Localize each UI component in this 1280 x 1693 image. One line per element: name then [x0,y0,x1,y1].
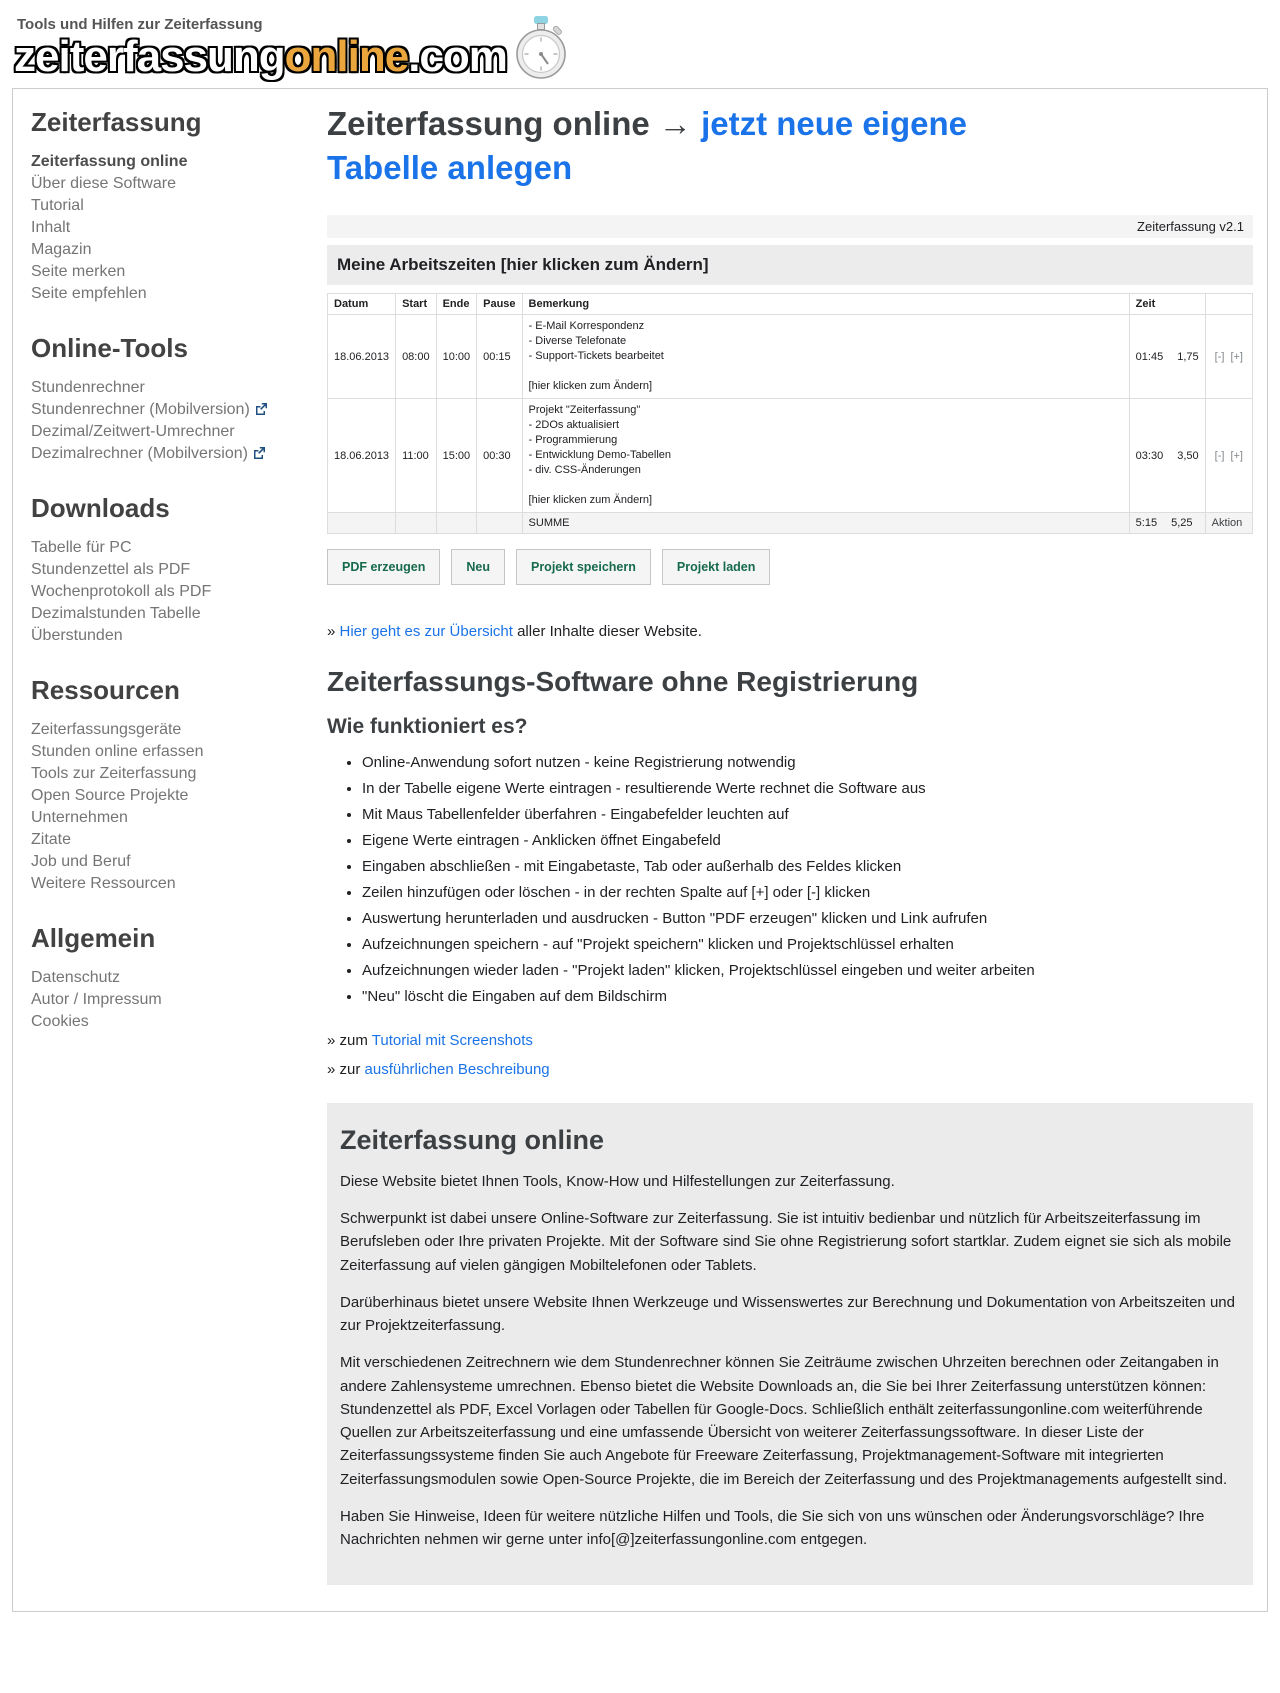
sidebar-item-zitate[interactable]: Zitate [31,831,72,849]
bemerkung-line: - Entwicklung Demo-Tabellen [528,449,671,462]
page-title [327,102,1027,189]
summe-empty-cell [328,513,396,534]
page-container [12,88,1268,1612]
cell-start[interactable]: 08:00 [396,315,437,399]
zeit-hhmm: 01:45 [1135,350,1164,363]
cell-aktion [1205,399,1252,513]
bemerkung-line: - Support-Tickets bearbeitet [528,350,664,363]
sidebar-section-title-online-tools: Online-Tools [31,333,188,364]
app-button-row [327,549,1253,585]
sidebar-item-zeiterfassungsgeräte[interactable]: Zeiterfassungsgeräte [31,721,182,739]
bemerkung-line: - Programmierung [528,434,618,447]
app-version-label: Zeiterfassung v2.1 [327,215,1253,238]
table-row [328,315,1253,399]
sidebar-section-title-allgemein: Allgemein [31,923,156,954]
bemerkung-line [529,364,1123,379]
aktion-label: Aktion [1205,513,1252,534]
zeit-decimal: 3,50 [1177,449,1199,462]
sidebar-item-job-und-beruf[interactable]: Job und Beruf [31,853,131,871]
new-table-link[interactable]: jetzt neue eigene Tabelle anlegen [327,105,967,186]
sidebar-item-wochenprotokoll-als-pdf[interactable]: Wochenprotokoll als PDF [31,583,212,601]
sidebar-section-title-zeiterfassung: Zeiterfassung [31,107,202,138]
overview-suffix: aller Inhalte dieser Website. [512,623,702,641]
sidebar-section-title-ressourcen: Ressourcen [31,675,180,706]
cell-pause[interactable]: 00:15 [477,315,522,399]
section-title: Zeiterfassungs-Software ohne Registrierung [327,666,919,698]
sidebar [13,89,309,1063]
feature-item: • Zeilen hinzufügen oder löschen - in der rechten Spalte auf [+] oder [-] klicken [362,884,1253,902]
more-link-prefix: » zur [327,1061,365,1079]
sidebar-item-stundenrechner[interactable]: Stundenrechner [31,379,145,397]
pdf-erzeugen-button[interactable]: PDF erzeugen [327,549,440,585]
sidebar-item-tools-zur-zeiterfassung[interactable]: Tools zur Zeiterfassung [31,765,197,783]
external-link-icon [255,399,267,421]
feature-item: • Eingaben abschließen - mit Eingabetaste, Tab oder außerhalb des Feldes klicken [362,858,1253,876]
row-remove-link[interactable]: [-] [1214,449,1225,462]
zeit-decimal: 1,75 [1177,350,1199,363]
cell-aktion [1205,315,1252,399]
projekt-speichern-button[interactable]: Projekt speichern [516,549,651,585]
summe-zeit [1129,513,1205,534]
site-header [0,0,1280,88]
cell-zeit [1129,315,1205,399]
sidebar-item-open-source-projekte[interactable]: Open Source Projekte [31,787,189,805]
column-header-datum: Datum [328,294,396,315]
cell-datum[interactable]: 18.06.2013 [328,315,396,399]
subsection-title: Wie funktioniert es? [327,715,528,739]
sidebar-item-stundenrechner-mobilversion[interactable]: Stundenrechner (Mobilversion) [31,399,293,421]
feature-item: • Eigene Werte eintragen - Anklicken öffnet Eingabefeld [362,832,1253,850]
feature-item: • Auswertung herunterladen und ausdrucken - Button "PDF erzeugen" klicken und Link aufrufen [362,910,1253,928]
column-header-aktion [1205,294,1252,315]
sidebar-item-cookies[interactable]: Cookies [31,1013,89,1031]
sidebar-item-tutorial[interactable]: Tutorial [31,197,84,215]
bemerkung-line: - 2DOs aktualisiert [528,419,620,432]
sidebar-item-magazin[interactable]: Magazin [31,241,92,259]
stopwatch-icon [515,16,567,80]
sidebar-item-stunden-online-erfassen[interactable]: Stunden online erfassen [31,743,204,761]
infobox-paragraph: Haben Sie Hinweise, Ideen für weitere nützliche Hilfen und Tools, die Sie sich von uns wünschen oder Änderungsvorschläge? Ihre Nachrichten nehmen wir gerne unter info[@]zeiterfassungonline.com entgegen. [340,1507,1205,1549]
feature-item: • Aufzeichnungen speichern - auf "Projekt speichern" klicken und Projektschlüssel erhalten [362,936,1253,954]
summe-empty-cell [436,513,477,534]
zeit-hhmm: 03:30 [1135,449,1164,462]
infobox-paragraph: Diese Website bietet Ihnen Tools, Know-How und Hilfestellungen zur Zeiterfassung. [340,1172,895,1190]
sidebar-section-title-downloads: Downloads [31,493,170,524]
sidebar-item-dezimalstunden-tabelle[interactable]: Dezimalstunden Tabelle [31,605,201,623]
cell-bemerkung[interactable] [522,315,1129,399]
main-content [309,89,1267,1611]
more-link-line [327,1059,1253,1081]
summe-zeit-decimal: 5,25 [1171,517,1193,530]
site-tagline: Tools und Hilfen zur Zeiterfassung [17,16,263,33]
cell-bemerkung[interactable] [522,399,1129,513]
sidebar-item-weitere-ressourcen[interactable]: Weitere Ressourcen [31,875,176,893]
app-title-bar[interactable]: Meine Arbeitszeiten [hier klicken zum Ändern] [327,245,1253,285]
summe-empty-cell [396,513,437,534]
summe-row [328,513,1253,534]
cell-zeit [1129,399,1205,513]
projekt-laden-button[interactable]: Projekt laden [662,549,771,585]
logo-part-online: online [284,32,409,81]
cell-ende[interactable]: 10:00 [436,315,477,399]
sidebar-item-stundenzettel-als-pdf[interactable]: Stundenzettel als PDF [31,561,191,579]
bemerkung-line: Projekt "Zeiterfassung" [528,404,641,417]
sidebar-item-überstunden[interactable]: Überstunden [31,627,123,645]
sidebar-item-tabelle-für-pc[interactable]: Tabelle für PC [31,539,132,557]
infobox-title: Zeiterfassung online [340,1124,605,1155]
logo-part-zeiterfassung: zeiterfassung [14,32,285,81]
sidebar-item-inhalt[interactable]: Inhalt [31,219,71,237]
more-link-prefix: » zum [327,1032,372,1050]
column-header-start: Start [396,294,437,315]
column-header-zeit: Zeit [1129,294,1205,315]
column-header-bemerkung: Bemerkung [522,294,1129,315]
info-box [327,1103,1253,1586]
sidebar-item-zeiterfassung-online[interactable]: Zeiterfassung online [31,153,188,171]
row-add-link[interactable]: [+] [1230,350,1243,363]
sidebar-item-dezimal-zeitwert-umrechner[interactable]: Dezimal/Zeitwert-Umrechner [31,423,235,441]
site-logo[interactable] [14,34,507,80]
neu-button[interactable]: Neu [451,549,505,585]
infobox-paragraph: Schwerpunkt ist dabei unsere Online-Software zur Zeiterfassung. Sie ist intuitiv bedienbar und nützlich für Arbeitszeiterfassung im Berufsleben oder Ihre privaten Projekte. Mit der Software sind Sie ohne Registrierung sofort startklar. Zudem eignet sie sich als mobile Zeiterfassung auf vielen gängigen Mobiltelefonen oder Tablets. [340,1210,1232,1274]
external-link-icon [253,443,265,465]
tutorial-link[interactable]: Tutorial mit Screenshots [371,1032,533,1050]
bemerkung-line: [hier klicken zum Ändern] [528,494,653,507]
overview-prefix: » [327,623,340,641]
bemerkung-line: - E-Mail Korrespondenz [528,320,645,333]
summe-empty-cell [477,513,522,534]
bemerkung-line [529,478,1123,493]
table-row [328,399,1253,513]
infobox-paragraph: Darüberhinaus bietet unsere Website Ihnen Werkzeuge und Wissenswertes zur Berechnung und Dokumentation von Arbeitszeiten und zur Projektzeiterfassung. [340,1293,1235,1335]
sidebar-item-autor-impressum[interactable]: Autor / Impressum [31,991,162,1009]
sidebar-item-datenschutz[interactable]: Datenschutz [31,969,120,987]
sidebar-item-dezimalrechner-mobilversion[interactable]: Dezimalrechner (Mobilversion) [31,443,293,465]
bemerkung-line: [hier klicken zum Ändern] [528,380,653,393]
overview-line [327,623,1253,640]
sidebar-item-seite-empfehlen[interactable]: Seite empfehlen [31,285,147,303]
sidebar-item-unternehmen[interactable]: Unternehmen [31,809,128,827]
summe-label: SUMME [522,513,1129,534]
cell-datum[interactable]: 18.06.2013 [328,399,396,513]
more-link-line [327,1030,1253,1052]
cell-start[interactable]: 11:00 [396,399,437,513]
sidebar-item-über-diese-software[interactable]: Über diese Software [31,175,176,193]
cell-pause[interactable]: 00:30 [477,399,522,513]
worktime-table [327,293,1253,534]
feature-item: • In der Tabelle eigene Werte eintragen - resultierende Werte rechnet die Software aus [362,780,1253,798]
time-tracking-app [327,215,1253,585]
row-add-link[interactable]: [+] [1230,449,1243,462]
table-header-row [328,294,1253,315]
column-header-ende: Ende [436,294,477,315]
logo-part-com: .com [408,32,507,81]
feature-item: • "Neu" löscht die Eingaben auf dem Bildschirm [362,988,1253,1006]
infobox-paragraph: Mit verschiedenen Zeitrechnern wie dem Stundenrechner können Sie Zeiträume zwischen Uhrzeiten berechnen oder Zeitangaben in andere Zahlensysteme umrechnen. Ebenso bietet die Website Downloads an, die Sie bei Ihrer Zeiterfassung unterstützen können: Stundenzettel als PDF, Excel Vorlagen oder Tabellen für Google-Docs. Schließlich enthält zeiterfassungonline.com weiterführende Quellen zur Arbeitszeiterfassung und eine umfassende Übersicht von weiterer Zeiterfassungssoftware. In dieser Liste der Zeiterfassungssysteme finden Sie auch Angebote für Freeware Zeiterfassung, Projektmanagement-Software mit integrierten Zeiterfassungsmodulen sowie Open-Source Projekte, die im Bereich der Zeiterfassung und des Projektmanagements aufgestellt sind. [340,1354,1228,1488]
sidebar-item-seite-merken[interactable]: Seite merken [31,263,126,281]
feature-item: • Mit Maus Tabellenfelder überfahren - Eingabefelder leuchten auf [362,806,1253,824]
beschreibung-link[interactable]: ausführlichen Beschreibung [364,1061,550,1079]
summe-zeit-hhmm: 5:15 [1135,517,1158,530]
column-header-pause: Pause [477,294,522,315]
more-links [327,1030,1253,1081]
page-title-text: Zeiterfassung online → [327,105,692,143]
row-remove-link[interactable]: [-] [1214,350,1225,363]
logo-block [14,14,507,80]
bemerkung-line: - Diverse Telefonate [528,335,627,348]
bemerkung-line: - div. CSS-Änderungen [528,464,641,477]
cell-ende[interactable]: 15:00 [436,399,477,513]
overview-link[interactable]: Hier geht es zur Übersicht [339,623,513,641]
feature-item: • Aufzeichnungen wieder laden - "Projekt laden" klicken, Projektschlüssel eingeben und weiter arbeiten [362,962,1253,980]
feature-list [327,754,1253,1006]
feature-item: • Online-Anwendung sofort nutzen - keine Registrierung notwendig [362,754,1253,772]
